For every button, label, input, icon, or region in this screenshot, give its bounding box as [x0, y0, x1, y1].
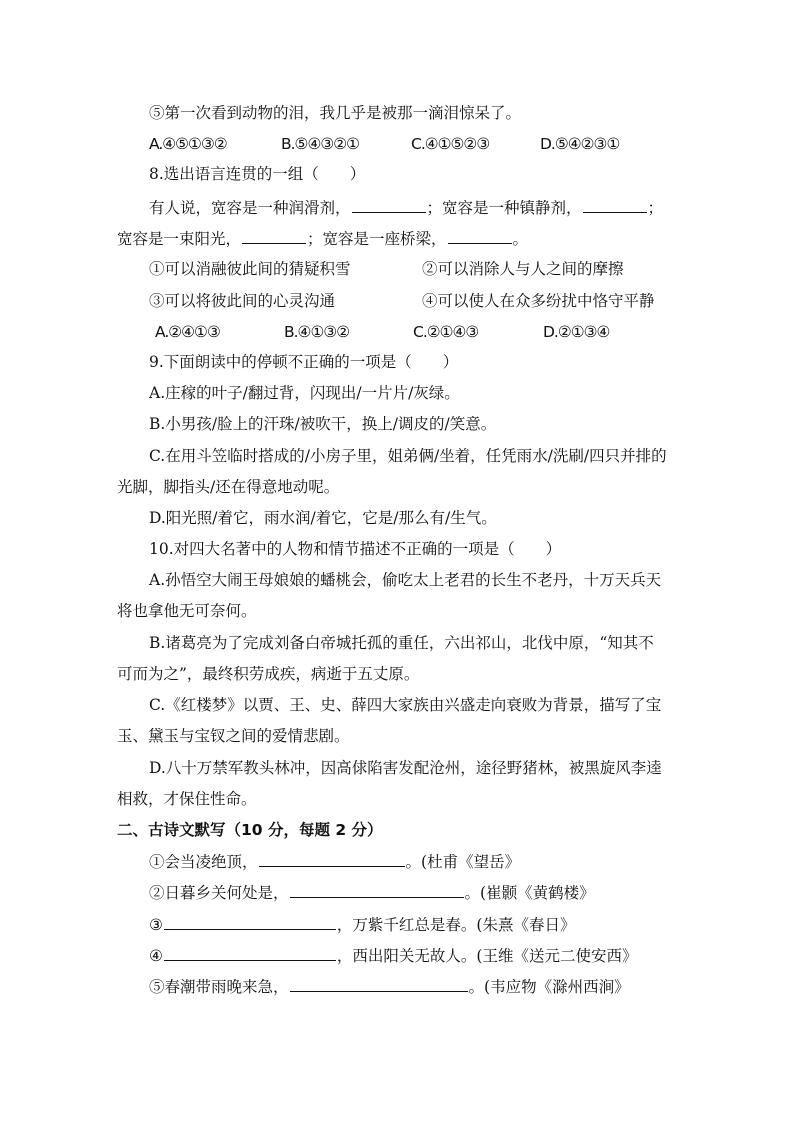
recitation-text: ⑤春潮带雨晚来急，: [149, 978, 289, 996]
q8-blank-2[interactable]: [583, 197, 647, 213]
q9-stem: 9.下面朗读中的停顿不正确的一项是（ ）: [149, 353, 459, 371]
q8-option-b: B.④①③②: [284, 323, 350, 341]
recitation-line-1: [149, 851, 520, 872]
q8-blank-3[interactable]: [242, 228, 306, 244]
q8-text: ；宽容是一种镇静剂，: [426, 199, 582, 217]
q10-option-c-line-2: 玉、黛玉与宝钗之间的爱情悲剧。: [117, 727, 350, 745]
q9-option-c-line-1: C.在用斗笠临时搭成的/小房子里，姐弟俩/坐着，任凭雨水/洗刷/四只并排的: [149, 447, 667, 465]
q8-text: 宽容是一束阳光，: [117, 230, 242, 248]
q8-blank-4[interactable]: [448, 228, 512, 244]
q9-option-a: A.庄稼的叶子/翻过背，闪现出/一片片/灰绿。: [149, 384, 460, 402]
q10-option-a-line-2: 将也拿他无可奈何。: [117, 602, 257, 620]
q8-choice-4: ④可以使人在众多纷扰中恪守平静: [422, 292, 655, 310]
q8-text: ；宽容是一座桥梁，: [307, 230, 447, 248]
q8-text: 。: [512, 230, 529, 248]
q8-option-d: D.②①③④: [543, 323, 610, 341]
recitation-text: ③: [149, 916, 163, 934]
recitation-blank-2[interactable]: [290, 882, 464, 898]
q10-option-c-line-1: C.《红楼梦》以贾、王、史、薛四大家族由兴盛走向衰败为背景，描写了宝: [149, 696, 662, 714]
recitation-source: 。(韦应物《滁州西涧》: [468, 978, 630, 996]
recitation-text: ④: [149, 947, 163, 965]
q8-stem: 8.选出语言连贯的一组（ ）: [149, 165, 366, 183]
recitation-source: 。(崔颢《黄鹤楼》: [464, 884, 595, 902]
q8-text: ；: [647, 199, 664, 217]
recitation-line-5: [149, 976, 630, 997]
q10-option-d-line-2: 相救，才保住性命。: [117, 790, 257, 808]
q8-option-a: A.②④①③: [155, 323, 220, 341]
q8-text: 有人说，宽容是一种润滑剂，: [149, 199, 351, 217]
q8-passage-line-2: [117, 228, 528, 249]
q8-passage-line-1: [149, 197, 663, 218]
q10-option-b-line-2: 可而为之”，最终积劳成疾，病逝于五丈原。: [117, 665, 420, 683]
recitation-source: ，万紫千红总是春。(朱熹《春日》: [336, 916, 576, 934]
q8-option-c: C.②①④③: [413, 323, 479, 341]
q10-option-a-line-1: A.孙悟空大闹王母娘娘的蟠桃会，偷吃太上老君的长生不老丹，十万天兵天: [149, 571, 662, 589]
q7-option-b: B.⑤④③②①: [281, 135, 360, 153]
q7-option-c: C.④①⑤②③: [411, 135, 490, 153]
q7-option-a: A.④⑤①③②: [149, 135, 227, 153]
recitation-source: 。(杜甫《望岳》: [405, 853, 521, 871]
q9-option-c-line-2: 光脚，脚指头/还在得意地动呢。: [117, 478, 340, 496]
q7-item-5: ⑤第一次看到动物的泪，我几乎是被那一滴泪惊呆了。: [149, 104, 522, 122]
q10-option-d-line-1: D.八十万禁军教头林冲，因高俅陷害发配沧州，途径野猪林，被黑旋风李逵: [149, 759, 662, 777]
recitation-blank-3[interactable]: [164, 914, 336, 930]
recitation-blank-1[interactable]: [259, 851, 405, 867]
q8-blank-1[interactable]: [352, 197, 426, 213]
q8-choice-3: ③可以将彼此间的心灵沟通: [149, 292, 336, 310]
recitation-line-4: [149, 945, 637, 966]
q10-stem: 10.对四大名著中的人物和情节描述不正确的一项是（ ）: [149, 540, 562, 558]
recitation-blank-4[interactable]: [164, 945, 336, 961]
recitation-line-2: [149, 882, 595, 903]
q9-option-b: B.小男孩/脸上的汗珠/被吹干，换上/调皮的/笑意。: [149, 415, 497, 433]
q9-option-d: D.阳光照/着它，雨水润/着它，它是/那么有/生气。: [149, 509, 497, 527]
q8-choice-2: ②可以消除人与人之间的摩擦: [422, 260, 624, 278]
recitation-source: ，西出阳关无故人。(王维《送元二使安西》: [336, 947, 638, 965]
recitation-line-3: [149, 914, 575, 935]
q10-option-b-line-1: B.诸葛亮为了完成刘备白帝城托孤的重任，六出祁山，北伐中原，“知其不: [149, 634, 654, 652]
recitation-blank-5[interactable]: [290, 976, 468, 992]
section-2-heading: 二、古诗文默写（10 分，每题 2 分）: [117, 821, 383, 839]
q8-choice-1: ①可以消融彼此间的猜疑积雪: [149, 260, 351, 278]
recitation-text: ①会当凌绝顶，: [149, 853, 258, 871]
q7-option-d: D.⑤④②③①: [540, 135, 620, 153]
recitation-text: ②日暮乡关何处是，: [149, 884, 289, 902]
